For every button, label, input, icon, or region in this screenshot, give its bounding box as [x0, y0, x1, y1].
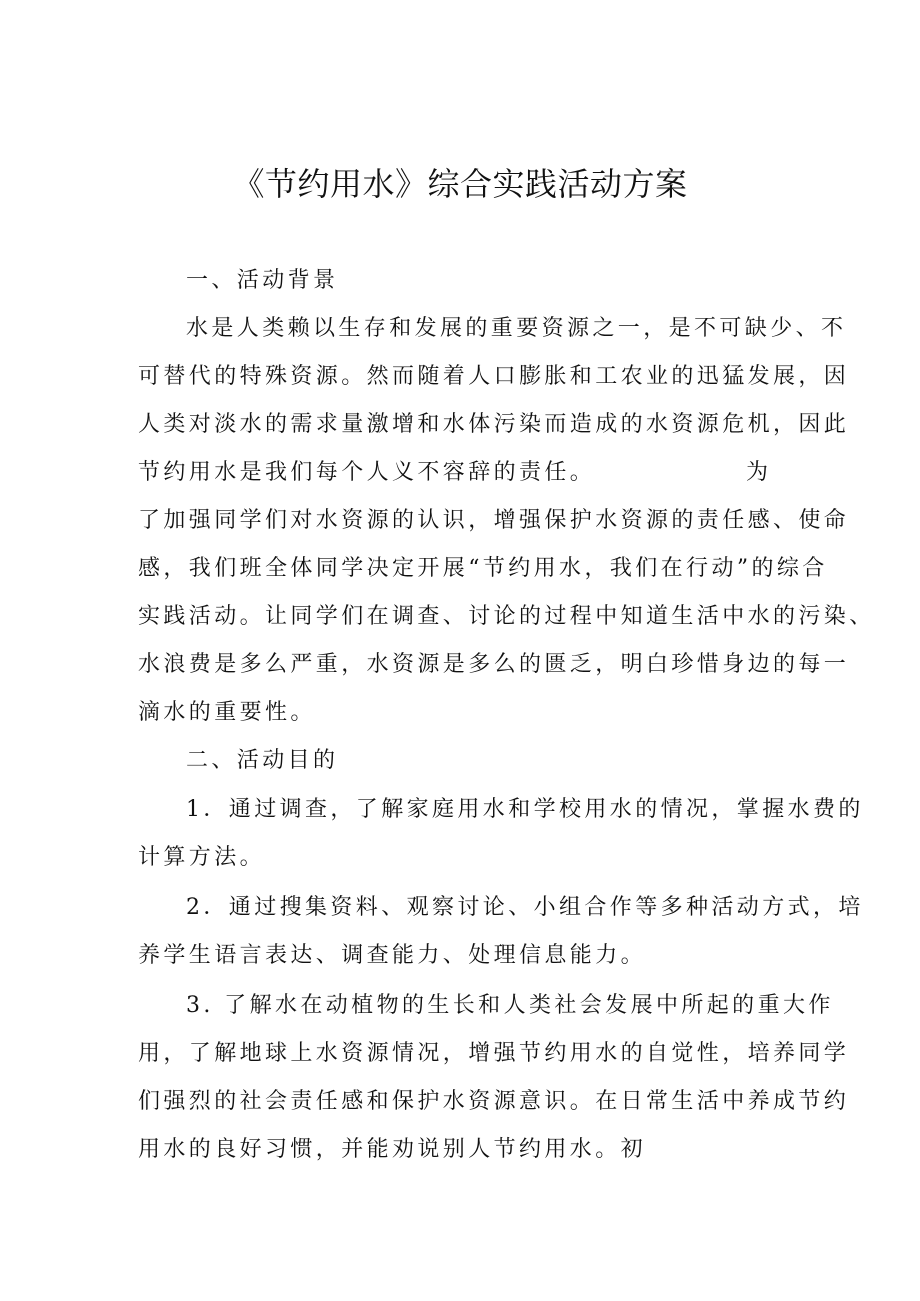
- list-item-line: 用水的良好习惯，并能劝说别人节约用水。初: [138, 1137, 647, 1162]
- paragraph-line: 节约用水是我们每个人义不容辞的责任。: [138, 460, 596, 485]
- paragraph-line: 人类对淡水的需求量激增和水体污染而造成的水资源危机，因此: [138, 412, 850, 437]
- list-item-line: 们强烈的社会责任感和保护水资源意识。在日常生活中养成节约: [138, 1089, 850, 1114]
- list-item-line: 1．通过调查，了解家庭用水和学校用水的情况，掌握水费的: [186, 797, 864, 822]
- paragraph-line: 感，我们班全体同学决定开展“节约用水，我们在行动”的综合: [138, 556, 828, 581]
- paragraph-line: 可替代的特殊资源。然而随着人口膨胀和工农业的迅猛发展，因: [138, 364, 850, 389]
- document-title: 《节约用水》综合实践活动方案: [232, 165, 688, 203]
- paragraph-line: 实践活动。让同学们在调查、讨论的过程中知道生活中水的污染、: [138, 604, 875, 629]
- section-heading-background: 一、活动背景: [186, 268, 339, 293]
- paragraph-line: 滴水的重要性。: [138, 700, 316, 725]
- list-item-line: 3. 了解水在动植物的生长和人类社会发展中所起的重大作: [186, 993, 834, 1018]
- section-heading-goals: 二、活动目的: [186, 748, 339, 773]
- list-item-line: 养学生语言表达、调查能力、处理信息能力。: [138, 943, 647, 968]
- paragraph-line: 水浪费是多么严重，水资源是多么的匮乏，明白珍惜身边的每一: [138, 652, 850, 677]
- paragraph-line: 水是人类赖以生存和发展的重要资源之一，是不可缺少、不: [186, 316, 847, 341]
- paragraph-line-fragment: 为: [746, 460, 772, 485]
- list-item-line: 2．通过搜集资料、观察讨论、小组合作等多种活动方式，培: [186, 895, 864, 920]
- list-item-line: 计算方法。: [138, 845, 266, 870]
- list-item-line: 用，了解地球上水资源情况，增强节约用水的自觉性，培养同学: [138, 1041, 850, 1066]
- paragraph-line: 了加强同学们对水资源的认识，增强保护水资源的责任感、使命: [138, 508, 850, 533]
